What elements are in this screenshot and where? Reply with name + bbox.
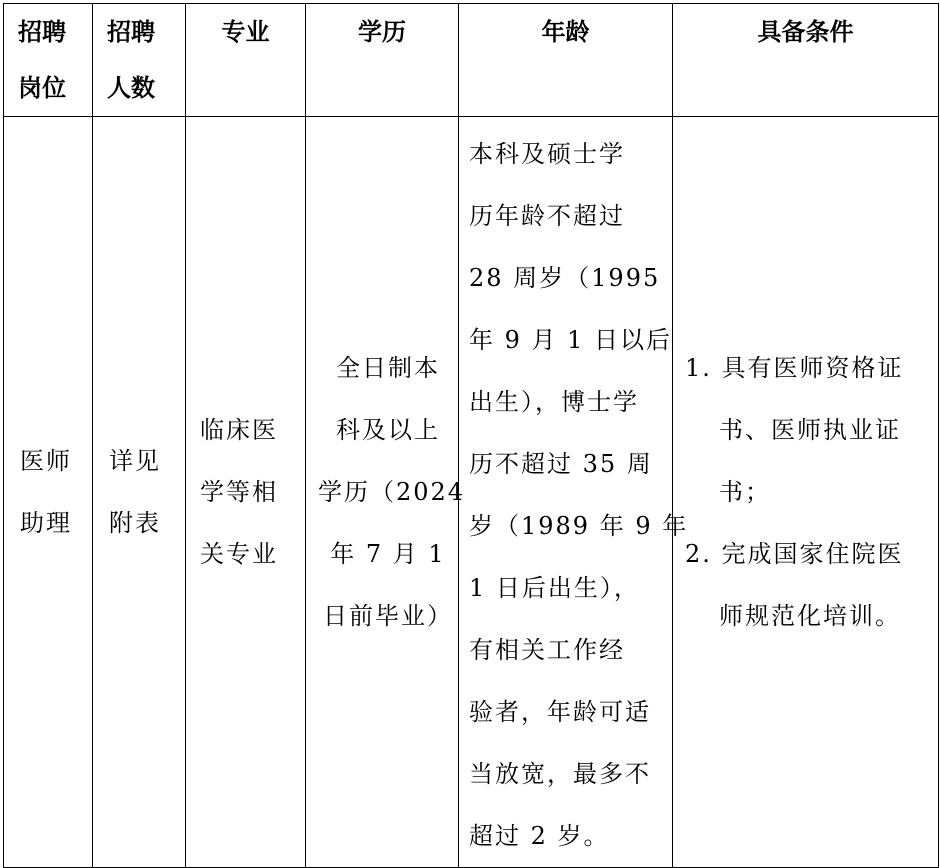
- header-count: 招聘 人数: [93, 4, 186, 117]
- header-position: 招聘 岗位: [4, 4, 93, 117]
- table-header-row: [4, 4, 939, 117]
- header-major: 专业: [186, 4, 306, 117]
- requirement-item-2: 2. 完成国家住院医: [685, 540, 904, 568]
- cell-major: 临床医 学等相 关专业: [186, 117, 306, 868]
- requirement-item-1: 1. 具有医师资格证: [685, 354, 904, 382]
- table-row: [4, 117, 939, 868]
- header-requirements: 具备条件: [673, 4, 939, 117]
- cell-education: 全日制本 科及以上 学历（2024 年 7 月 1 日前毕业）: [306, 117, 459, 868]
- recruitment-table: [3, 3, 939, 868]
- cell-position: 医师 助理: [4, 117, 93, 868]
- cell-requirements: 1. 具有医师资格证 书、医师执业证 书； 2. 完成国家住院医 师规范化培训。: [673, 117, 939, 868]
- header-age: 年龄: [459, 4, 673, 117]
- cell-age: 本科及硕士学 历年龄不超过 28 周岁（1995 年 9 月 1 日以后 出生），博士学 历不超过 35 周 岁（1989 年 9 年 1 日后出生）， 有相关工作经 验者，年龄可适 当放宽，最多不 超过 2 岁。: [459, 117, 673, 868]
- header-education: 学历: [306, 4, 459, 117]
- cell-count: 详见 附表: [93, 117, 186, 868]
